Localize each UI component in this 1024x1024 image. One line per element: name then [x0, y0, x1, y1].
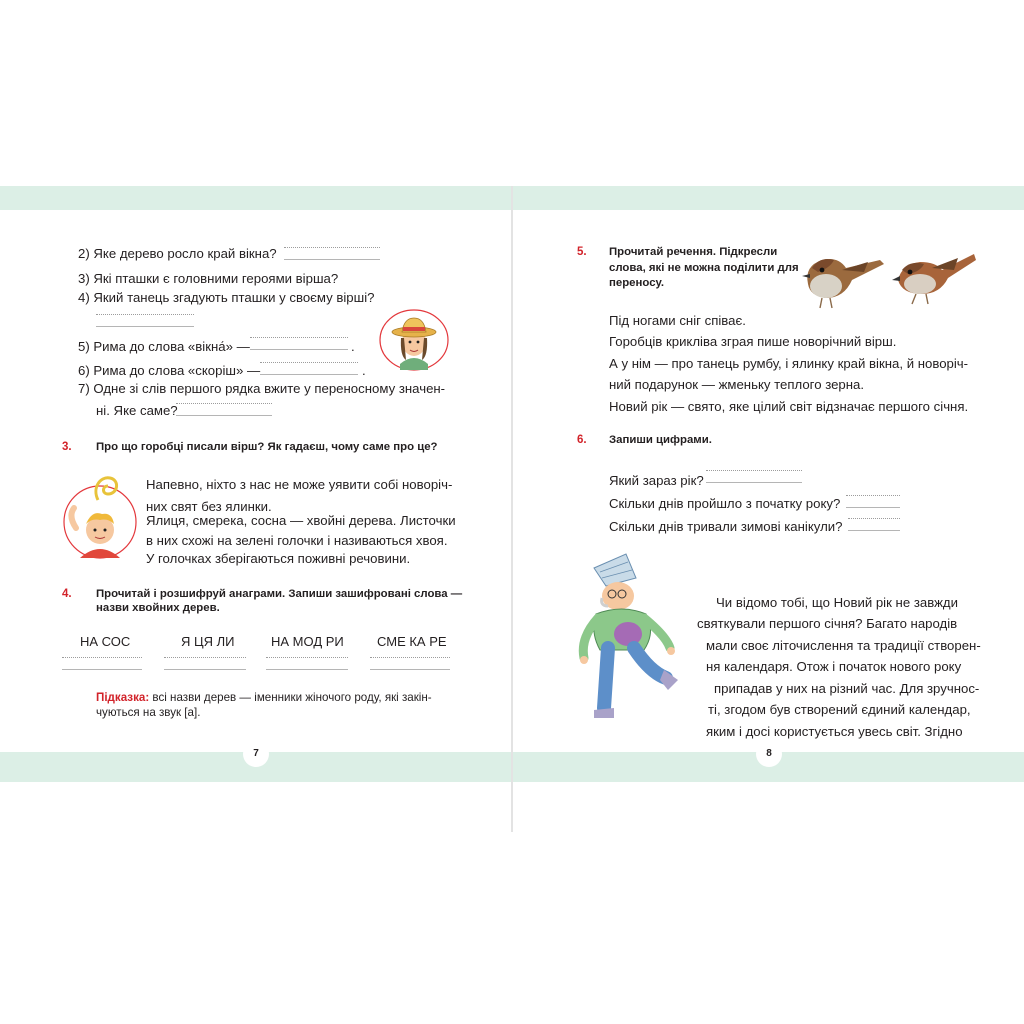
task-4-number: 4.	[62, 588, 72, 600]
info-text-6: ті, згодом був створений єдиний календар,	[708, 702, 971, 717]
question-5: 5) Рима до слова «вікна́» —	[78, 339, 250, 354]
book-spine	[511, 186, 513, 832]
anagram-answer-line[interactable]	[164, 669, 246, 670]
task-6-question-3: Скільки днів тривали зимові канікули?	[609, 519, 843, 534]
info-text-4: ня календаря. Отож і початок нового року	[706, 659, 962, 674]
task-5-prompt-2: слова, які не можна поділити для	[609, 262, 799, 274]
task-6-prompt: Запиши цифрами.	[609, 434, 712, 446]
task-5-prompt-1: Прочитай речення. Підкресли	[609, 246, 778, 258]
anagram-3: НА МОД РИ	[271, 634, 344, 649]
page-number-right: 8	[756, 741, 782, 767]
anagram-answer-line[interactable]	[62, 657, 142, 658]
info-text-5: припадав у них на різний час. Для зручнос-	[714, 681, 980, 696]
question-5-period: .	[351, 339, 355, 354]
old-man-walking-illustration	[570, 548, 682, 724]
question-2: 2) Яке дерево росло край вікна?	[78, 246, 277, 261]
task-3-text-1: Напевно, ніхто з нас не може уявити собі новоріч-	[146, 477, 453, 492]
anagram-answer-line[interactable]	[370, 669, 450, 670]
task-5-text-3: А у нім — про танець румбу, і ялинку край вікна, й новоріч-	[609, 356, 969, 371]
hint-text-1: всі назви дерев — іменники жіночого роду, які закін-	[152, 691, 432, 704]
task-3-text-2: них свят без ялинки.	[146, 499, 272, 514]
anagram-answer-line[interactable]	[164, 657, 246, 658]
question-6: 6) Рима до слова «скоріш» —	[78, 363, 261, 378]
task-3-text-3: Ялиця, смерека, сосна — хвойні дерева. Листочки	[146, 513, 456, 528]
task-3-text-4: в них схожі на зелені голочки і називаються хвоя.	[146, 533, 448, 548]
answer-line[interactable]	[706, 470, 802, 471]
answer-line[interactable]	[284, 247, 380, 248]
answer-line[interactable]	[260, 374, 358, 375]
anagram-4: СМЕ КА РЕ	[377, 634, 447, 649]
task-5-text-1: Під ногами сніг співає.	[609, 313, 746, 328]
answer-line[interactable]	[846, 495, 900, 496]
task-4-hint-1	[96, 690, 432, 706]
anagram-1: НА СОС	[80, 634, 131, 649]
task-6-question-2: Скільки днів пройшло з початку року?	[609, 496, 841, 511]
task-4-hint-2: чуються на звук [а].	[96, 706, 201, 719]
sparrow-2	[892, 254, 976, 304]
task-6-question-1: Який зараз рік?	[609, 473, 704, 488]
answer-line[interactable]	[260, 362, 358, 363]
anagram-answer-line[interactable]	[62, 669, 142, 670]
answer-line[interactable]	[250, 349, 348, 350]
sparrow-1	[802, 259, 884, 308]
task-3-number: 3.	[62, 441, 72, 453]
anagram-answer-line[interactable]	[370, 657, 450, 658]
task-3-prompt: Про що горобці писали вірш? Як гадаєш, чому саме про це?	[96, 441, 438, 453]
question-7: 7) Одне зі слів першого рядка вжите у переносному значен-	[78, 381, 446, 396]
task-4-prompt-2: назви хвойних дерев.	[96, 602, 220, 614]
info-text-2: святкували першого січня? Багато народів	[697, 616, 958, 631]
page-number-left: 7	[243, 741, 269, 767]
anagram-answer-line[interactable]	[266, 657, 348, 658]
question-7-cont: ні. Яке саме?	[96, 403, 178, 418]
task-4-prompt-1: Прочитай і розшифруй анаграми. Запиши зашифровані слова —	[96, 588, 463, 600]
anagram-answer-line[interactable]	[266, 669, 348, 670]
answer-line[interactable]	[848, 530, 900, 531]
task-5-number: 5.	[577, 246, 587, 258]
question-3: 3) Які пташки є головними героями вірша?	[78, 271, 339, 286]
question-4: 4) Який танець згадують пташки у своєму вірші?	[78, 290, 375, 305]
answer-line[interactable]	[176, 415, 272, 416]
task-5-text-2: Горобців крикліва зграя пише новорічний вірш.	[609, 334, 897, 349]
task-3-text-5: У голочках зберігаються поживні речовини.	[146, 551, 411, 566]
answer-line[interactable]	[176, 403, 272, 404]
sparrows-illustration	[798, 246, 978, 312]
anagram-2: Я ЦЯ ЛИ	[181, 634, 235, 649]
answer-line[interactable]	[706, 482, 802, 483]
task-5-text-5: Новий рік — свято, яке цілий світ відзначає першого січня.	[609, 399, 969, 414]
task-5-prompt-3: переносу.	[609, 277, 665, 289]
answer-line[interactable]	[284, 259, 380, 260]
info-text-1: Чи відомо тобі, що Новий рік не завжди	[716, 595, 958, 610]
hint-label: Підказка:	[96, 691, 150, 704]
answer-line[interactable]	[848, 518, 900, 519]
task-6-number: 6.	[577, 434, 587, 446]
boy-idea-illustration	[62, 470, 138, 562]
answer-line[interactable]	[250, 337, 348, 338]
task-5-text-4: ний подарунок — жменьку теплого зерна.	[609, 377, 865, 392]
question-6-period: .	[362, 363, 366, 378]
info-text-7: яким і досі користується увесь світ. Згідно	[706, 724, 963, 739]
info-text-3: мали своє літочислення та традиції створен-	[706, 638, 981, 653]
answer-line[interactable]	[846, 507, 900, 508]
girl-hat-illustration	[378, 308, 450, 372]
answer-line[interactable]	[96, 326, 194, 327]
answer-line[interactable]	[96, 314, 194, 315]
